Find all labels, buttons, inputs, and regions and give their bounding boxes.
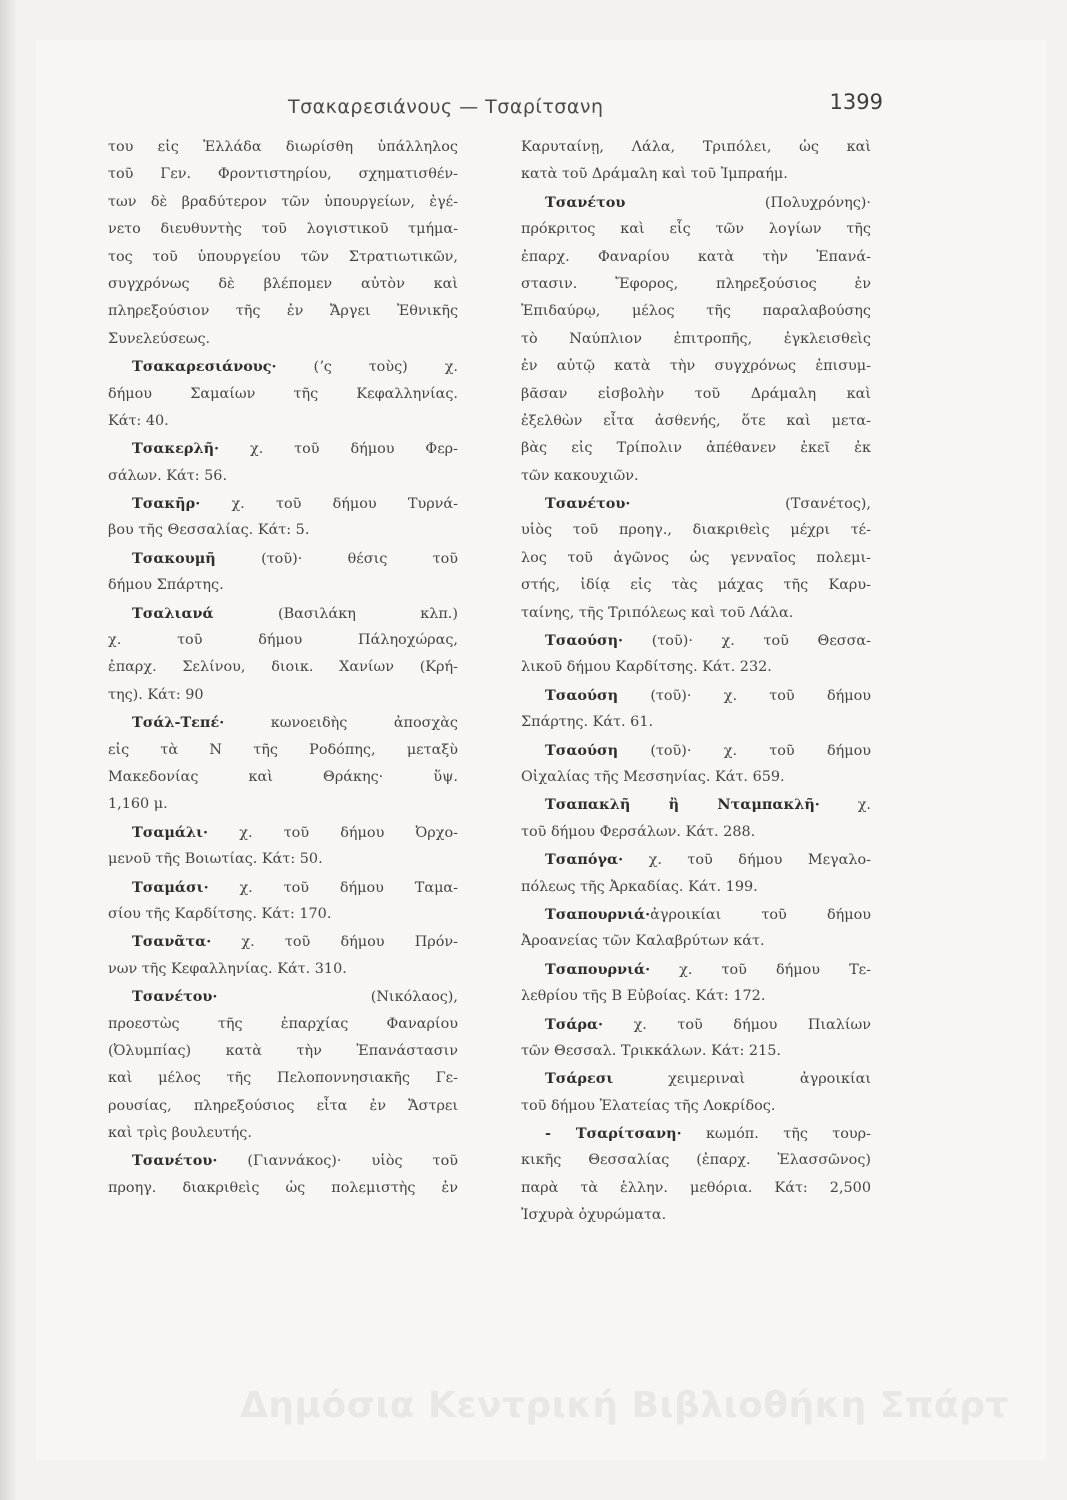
text-line: κικῆς Θεσσαλίας (ἐπαρχ. Ἐλασσῶνος): [521, 1152, 871, 1169]
text-line: τος τοῦ ὑπουργείου τῶν Στρατιωτικῶν,: [108, 248, 458, 265]
text-line: ρουσίας, πληρεξούσιος εἶτα ἐν Ἄστρει: [108, 1097, 458, 1114]
text-line: μενοῦ τῆς Βοιωτίας. Κάτ: 50.: [108, 851, 323, 868]
text-line: [521, 737, 871, 764]
text-line: πόλεως τῆς Ἀρκαδίας. Κάτ. 199.: [521, 878, 758, 895]
text-line: λικοῦ δήμου Καρδίτσης. Κάτ. 232.: [521, 659, 772, 676]
text-line: σίου τῆς Καρδίτσης. Κάτ: 170.: [108, 905, 332, 922]
text-line: [108, 928, 458, 955]
text-line: κατὰ τοῦ Δράμαλη καὶ τοῦ Ἰμπραήμ.: [521, 166, 788, 183]
entry-headword: Τσαπουρνιά·: [545, 960, 651, 978]
text-line: [108, 545, 458, 572]
entry-headword: Τσαπόγα·: [545, 851, 624, 869]
text-line: Συνελεύσεως.: [108, 330, 211, 347]
text-line: νετο διευθυντὴς τοῦ λογιστικοῦ τμήμα-: [108, 221, 458, 238]
text-line: [521, 846, 871, 873]
text-line: [108, 435, 458, 462]
entry-headword: Τσανέτου·: [132, 1152, 218, 1170]
entry-text: (Πολυχρόνης)·: [625, 194, 871, 211]
entry-headword: Τσανᾶτα·: [132, 933, 212, 951]
entry-text: χ. τοῦ δήμου Πρόν-: [211, 934, 458, 951]
entry-headword: Τσαούση: [545, 741, 619, 759]
text-line: Μακεδονίας καὶ Θράκης· ὕψ.: [108, 768, 458, 785]
text-line: χ. τοῦ δήμου Πάληοχώρας,: [108, 632, 458, 649]
text-line: ἐπαρχ. Φαναρίου κατὰ τὴν Ἐπανά-: [521, 248, 871, 265]
entry-text: (τοῦ)· θέσις τοῦ: [215, 550, 458, 567]
text-line: τοῦ δήμου Ἐλατείας τῆς Λοκρίδος.: [521, 1097, 776, 1114]
text-line: [521, 682, 871, 709]
entry-headword: Τσακαρεσιάνους·: [132, 358, 277, 376]
text-line: [521, 1065, 871, 1092]
text-line: λος τοῦ ἀγῶνος ὡς γενναῖος πολεμι-: [521, 549, 871, 566]
text-line: ἐπαρχ. Σελίνου, διοικ. Χανίων (Κρή-: [108, 659, 458, 676]
text-line: καὶ τρὶς βουλευτής.: [108, 1125, 252, 1142]
entry-headword: Τσαούση: [545, 686, 619, 704]
text-line: σάλων. Κάτ: 56.: [108, 467, 228, 484]
entry-text: χ. τοῦ δήμου Ὀρχο-: [208, 824, 458, 841]
entry-headword: Τσανέτου·: [132, 988, 218, 1006]
text-line: της). Κάτ: 90: [108, 686, 204, 703]
text-line: [521, 791, 871, 818]
entry-headword: Τσαούση·: [545, 632, 624, 650]
text-line: πρόκριτος καὶ εἷς τῶν λογίων τῆς: [521, 221, 871, 238]
entry-text: χ. τοῦ δήμου Τυρνά-: [200, 496, 458, 513]
entry-text: ἀγροικίαι τοῦ δήμου: [650, 906, 871, 923]
text-line: [108, 600, 458, 627]
text-line: Ἐπιδαύρῳ, μέλος τῆς παραλαβούσης: [521, 303, 871, 320]
running-title: Τσακαρεσιάνους — Τσαρίτσανη: [288, 96, 604, 118]
entry-headword: Τσαμάλι·: [132, 823, 209, 841]
entry-text: χ. τοῦ δήμου Φερ-: [219, 441, 458, 458]
text-line: βὰς εἰς Τρίπολιν ἀπέθανεν ἐκεῖ ἐκ: [521, 440, 871, 457]
text-line: [521, 490, 871, 517]
text-line: δήμου Σπάρτης.: [108, 577, 224, 594]
text-line: παρὰ τὰ ἑλλην. μεθόρια. Κάτ: 2,500: [521, 1179, 871, 1196]
entry-text: (τοῦ)· χ. τοῦ δήμου: [618, 687, 871, 704]
text-line: του εἰς Ἑλλάδα διωρίσθη ὑπάλληλος: [108, 139, 458, 155]
entry-headword: Τσαπακλῆ ἢ Νταμπακλῆ·: [545, 796, 820, 814]
text-line: τὸ Ναύπλιον ἐπιτροπῆς, ἐγκλεισθεὶς: [521, 330, 871, 347]
text-line: τῶν κακουχιῶν.: [521, 467, 639, 484]
text-line: [108, 709, 458, 736]
entry-text: κωμόπ. τῆς τουρ-: [681, 1126, 871, 1143]
text-line: [521, 956, 871, 983]
text-line: των δὲ βραδύτερον τῶν ὑπουργείων, ἐγέ-: [108, 193, 458, 210]
entry-headword: Τσάλ-Τεπέ·: [132, 714, 225, 732]
entry-headword: Τσανέτου: [545, 193, 626, 211]
text-line: ταίνης, τῆς Τριπόλεως καὶ τοῦ Λάλα.: [521, 604, 794, 621]
text-line: Καρυταίνῃ, Λάλα, Τριπόλει, ὡς καὶ: [521, 139, 871, 155]
text-line: [108, 983, 458, 1010]
entry-headword: Τσακῆρ·: [132, 495, 201, 513]
text-line: [108, 353, 458, 380]
entry-text: κωνοειδὴς ἀποσχὰς: [224, 715, 458, 732]
entry-headword: Τσανέτου·: [545, 495, 631, 513]
text-line: [521, 627, 871, 654]
entry-text: (Τσανέτος),: [630, 496, 871, 513]
text-line: βᾶσαν εἰσβολὴν τοῦ Δράμαλη καὶ: [521, 385, 871, 402]
text-line: προεστὼς τῆς ἐπαρχίας Φαναρίου: [108, 1015, 458, 1032]
entry-headword: Τσαμάσι·: [132, 878, 209, 896]
entry-text: χ. τοῦ δήμου Τε-: [650, 961, 871, 978]
text-line: υἱὸς τοῦ προηγ., διακριθεὶς μέχρι τέ-: [521, 522, 871, 539]
text-line: ἐν αὐτῷ κατὰ τὴν συγχρόνως ἐπισυμ-: [521, 358, 871, 375]
text-line: στασιν. Ἔφορος, πληρεξούσιος ἐν: [521, 275, 871, 292]
text-line: λεθρίου τῆς Β Εὐβοίας. Κάτ: 172.: [521, 988, 766, 1005]
text-line: βου τῆς Θεσσαλίας. Κάτ: 5.: [108, 522, 310, 539]
page-number: 1399: [829, 90, 883, 114]
entry-text: χειμεριναὶ ἀγροικίαι: [613, 1071, 871, 1088]
entry-headword: Τσαλιανά: [132, 604, 214, 622]
text-line: ἐξελθὼν εἶτα ἀσθενής, ὅτε καὶ μετα-: [521, 412, 871, 429]
text-line: (Ὀλυμπίας) κατὰ τὴν Ἐπανάστασιν: [108, 1042, 458, 1059]
text-line: καὶ μέλος τῆς Πελοποννησιακῆς Γε-: [108, 1070, 458, 1087]
left-column: [108, 134, 458, 1202]
text-line: 1,160 μ.: [108, 796, 168, 813]
text-line: [108, 819, 458, 846]
text-line: [108, 490, 458, 517]
text-line: νων τῆς Κεφαλληνίας. Κάτ. 310.: [108, 960, 347, 977]
entry-text: (Βασιλάκη κλπ.): [213, 605, 458, 622]
text-line: προηγ. διακριθεὶς ὡς πολεμιστὴς ἐν: [108, 1179, 458, 1196]
text-line: [108, 874, 458, 901]
entry-headword: Τσακουμῆ: [132, 549, 216, 567]
entry-text: χ. τοῦ δήμου Πιαλίων: [603, 1016, 871, 1033]
text-line: τῶν Θεσσαλ. Τρικκάλων. Κάτ: 215.: [521, 1042, 781, 1059]
text-line: Ἰσχυρὰ ὀχυρώματα.: [521, 1207, 667, 1224]
page-header: [108, 90, 883, 130]
entry-headword: Τσάρα·: [545, 1015, 604, 1033]
page-edge-shadow: [0, 0, 18, 1500]
text-line: τοῦ Γεν. Φροντιστηρίου, σχηματισθέν-: [108, 166, 458, 183]
text-line: [521, 901, 871, 928]
entry-text: (Νικόλαος),: [217, 989, 458, 1006]
text-line: [108, 1147, 458, 1174]
text-line: τοῦ δήμου Φερσάλων. Κάτ. 288.: [521, 823, 756, 840]
text-line: Κάτ: 40.: [108, 412, 169, 429]
entry-text: χ. τοῦ δήμου Μεγαλο-: [623, 852, 871, 869]
entry-headword: - Τσαρίτσανη·: [545, 1125, 682, 1143]
text-line: πληρεξούσιον τῆς ἐν Ἄργει Ἐθνικῆς: [108, 303, 458, 320]
entry-headword: Τσάρεσι: [545, 1070, 614, 1088]
entry-text: χ. τοῦ δήμου Ταμα-: [208, 879, 458, 896]
text-line: εἰς τὰ Ν τῆς Ροδόπης, μεταξὺ: [108, 741, 458, 758]
entry-text: χ.: [819, 797, 871, 814]
entry-text: (ʼς τοὺς) χ.: [276, 359, 458, 376]
entry-text: (τοῦ)· χ. τοῦ δήμου: [618, 742, 871, 759]
text-line: [521, 189, 871, 216]
entry-text: (Γιαννάκος)· υἱὸς τοῦ: [217, 1153, 458, 1170]
text-line: [521, 1011, 871, 1038]
entry-headword: Τσαπουρνιά·: [545, 905, 651, 923]
text-line: Οἰχαλίας τῆς Μεσσηνίας. Κάτ. 659.: [521, 768, 785, 785]
right-column: [521, 134, 871, 1230]
text-line: στής, ἰδίᾳ εἰς τὰς μάχας τῆς Καρυ-: [521, 577, 871, 594]
text-line: συγχρόνως δὲ βλέπομεν αὐτὸν καὶ: [108, 275, 458, 292]
text-line: Ἀροανείας τῶν Καλαβρύτων κάτ.: [521, 933, 765, 950]
library-watermark: Δημόσια Κεντρική Βιβλιοθήκη Σπάρτ: [240, 1385, 1009, 1426]
entry-headword: Τσακερλῆ·: [132, 440, 220, 458]
text-line: Σπάρτης. Κάτ. 61.: [521, 714, 654, 731]
text-line: δήμου Σαμαίων τῆς Κεφαλληνίας.: [108, 385, 458, 402]
text-line: [521, 1120, 871, 1147]
entry-text: (τοῦ)· χ. τοῦ Θεσσα-: [623, 633, 871, 650]
